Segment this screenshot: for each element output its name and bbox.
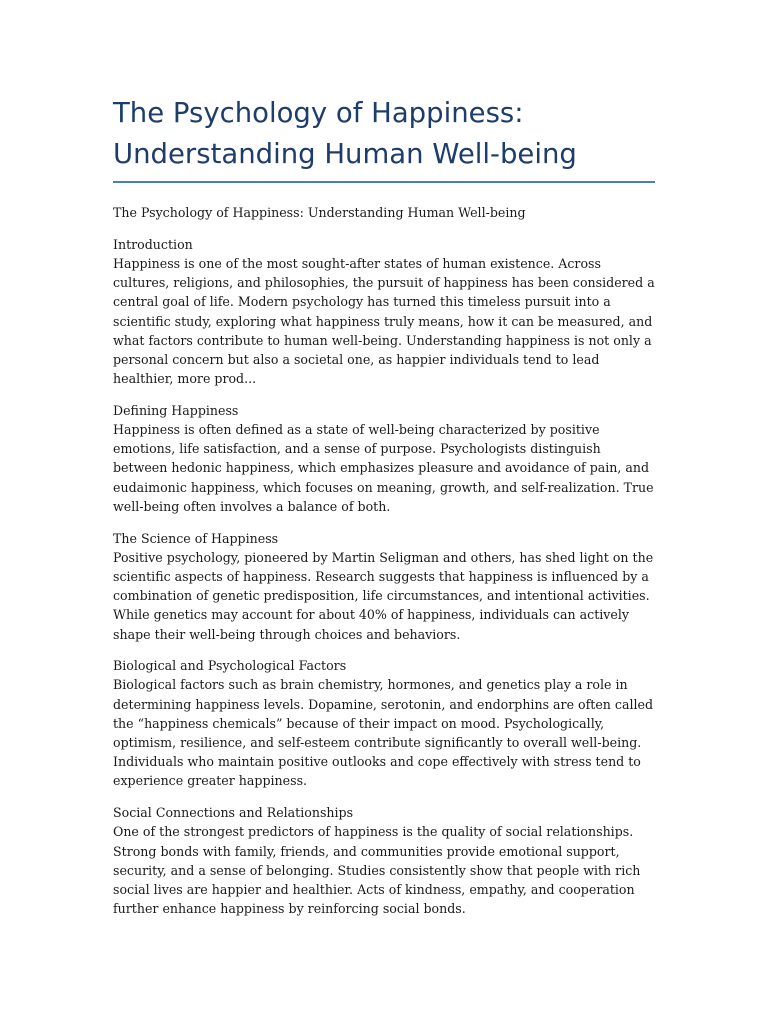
section-heading: Social Connections and Relationships — [113, 805, 354, 821]
section-heading: The Science of Happiness — [113, 530, 279, 546]
title-line-2: Understanding Human Well-being — [113, 138, 577, 170]
section-body: Positive psychology, pioneered by Martin Seligman and others, has shed light on the scientific aspects of happiness. Research suggests that happiness is influenced by a combination of genetic predisposition, life circumstances, and intentional activities. While genetics may account for about 40% of happiness, individuals can actively shape their well-being through choices and behaviors. — [113, 549, 654, 642]
section-heading: Defining Happiness — [113, 402, 239, 418]
section-body: Happiness is one of the most sought-after states of human existence. Across cultures, religions, and philosophies, the pursuit of happiness has been considered a central goal of life. Modern psychology has turned this timeless pursuit into a scientific study, exploring what happiness truly means, how it can be measured, and what factors contribute to human well-being. Understanding happiness is not only a personal concern but also a societal one, as happier individuals tend to lead healthier, more prod... — [113, 255, 655, 387]
section-body: Happiness is often defined as a state of well-being characterized by positive emotions, life satisfaction, and a sense of purpose. Psychologists distinguish between hedonic happiness, which emphasizes pleasure and avoidance of pain, and eudaimonic happiness, which focuses on meaning, growth, and self-realization. True well-being often involves a balance of both. — [113, 422, 654, 514]
section-biological-psychological — [113, 656, 658, 790]
section-body: Biological factors such as brain chemistry, hormones, and genetics play a role in determining happiness levels. Dopamine, serotonin, and endorphins are often called the “happiness chemicals” because of their impact on mood. Psychologically, optimism, resilience, and self-esteem contribute significantly to overall well-being. Individuals who maintain positive outlooks and cope effectively with stress tend to experience greater happiness. — [113, 677, 654, 789]
section-heading: Biological and Psychological Factors — [113, 658, 347, 674]
section-introduction — [113, 235, 658, 389]
section-science-of-happiness — [113, 529, 658, 644]
section-defining-happiness — [113, 401, 658, 516]
section-heading: Introduction — [113, 236, 193, 252]
document-subtitle: The Psychology of Happiness: Understanding Human Well-being — [113, 205, 526, 220]
section-body: One of the strongest predictors of happiness is the quality of social relationships. Strong bonds with family, friends, and communities provide emotional support, security, and a sense of belonging. Studies consistently show that people with rich social lives are happier and healthier. Acts of kindness, empathy, and cooperation further enhance happiness by reinforcing social bonds. — [113, 824, 641, 917]
title-line-1: The Psychology of Happiness: — [113, 97, 524, 129]
document-page — [113, 93, 658, 918]
title-underline-divider — [113, 181, 655, 183]
document-title — [113, 93, 658, 178]
section-social-connections — [113, 803, 658, 918]
